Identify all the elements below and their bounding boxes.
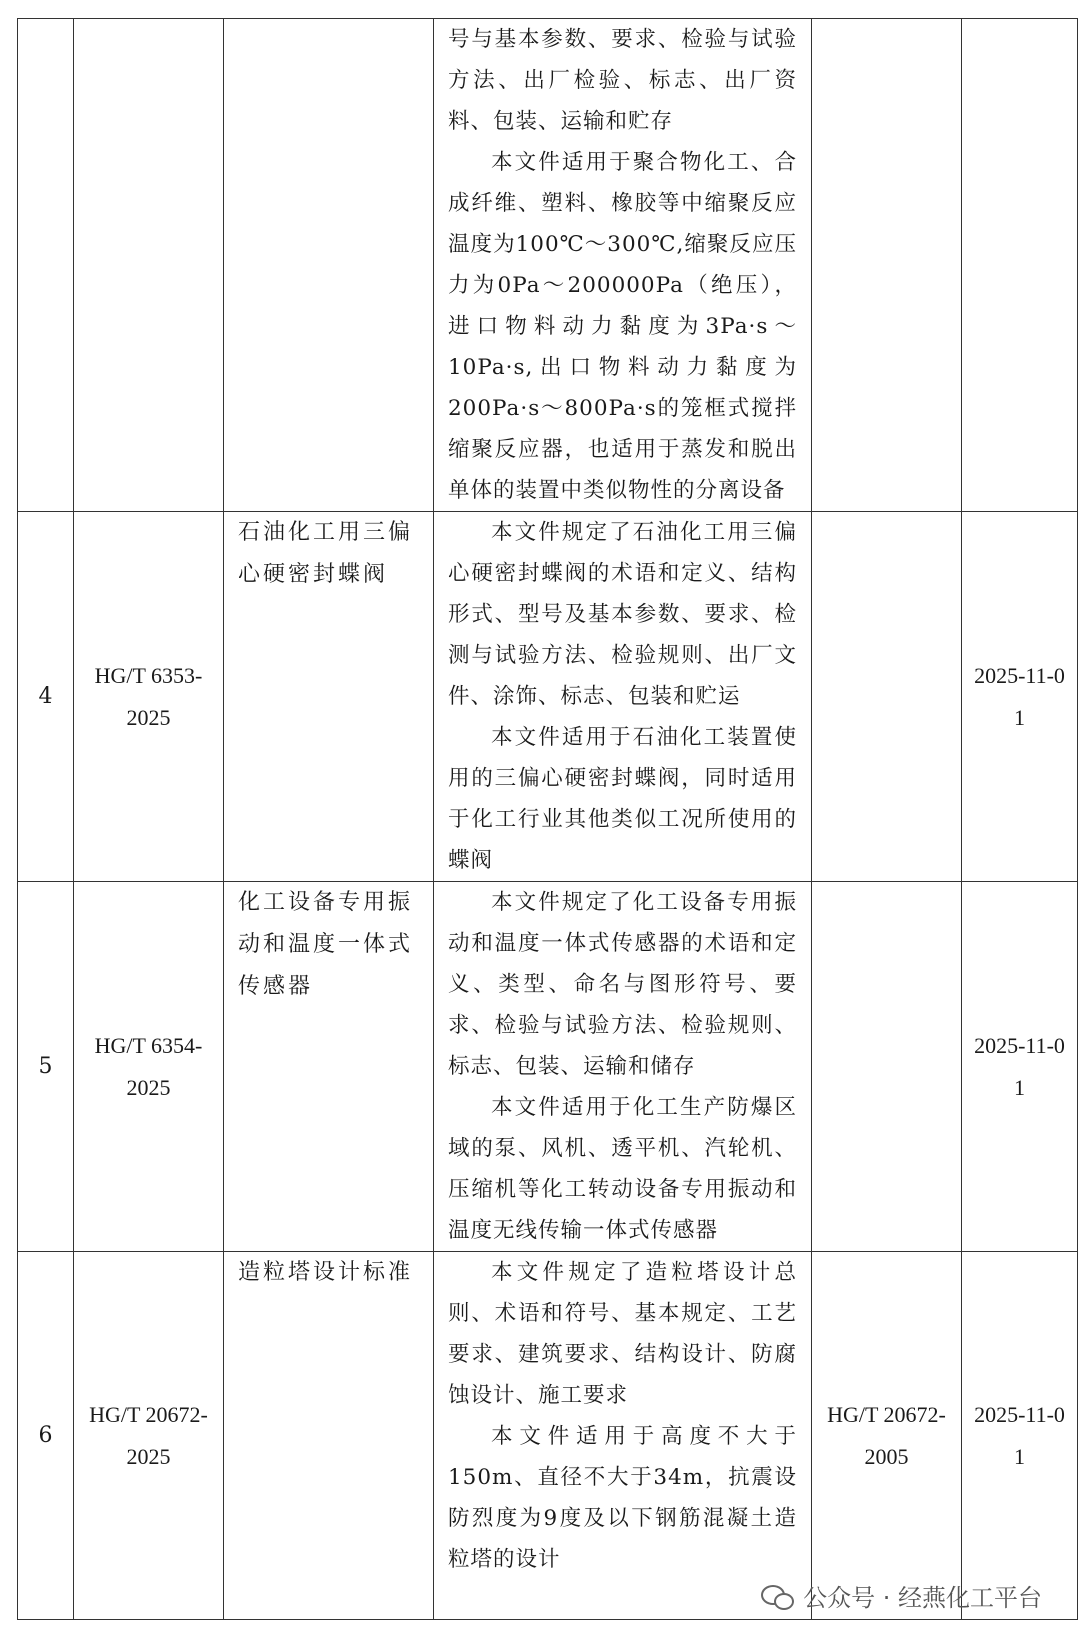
scope-paragraph: 号与基本参数、要求、检验与试验方法、出厂检验、标志、出厂资料、包装、运输和贮存 [448,27,797,134]
replaced-standard: HG/T 20672-2005 [812,1252,962,1620]
replaced-standard [812,882,962,1252]
row-number: 6 [18,1252,74,1620]
standard-code: HG/T 20672-2025 [74,1252,224,1620]
watermark [761,1578,1042,1613]
standard-scope [434,1252,812,1620]
table-row [18,882,1078,1252]
standard-name: 石油化工用三偏心硬密封蝶阀 [224,512,434,882]
table-row [18,1252,1078,1620]
replaced-standard [812,19,962,512]
standard-code: HG/T 6353-2025 [74,512,224,882]
standard-name: 化工设备专用振动和温度一体式传感器 [224,882,434,1252]
wechat-icon [761,1583,795,1609]
implementation-date: 2025-11-01 [962,882,1078,1252]
standard-scope [434,882,812,1252]
standards-table [17,18,1078,1620]
scope-paragraph: 本文件规定了化工设备专用振动和温度一体式传感器的术语和定义、类型、命名与图形符号、要求、检验与试验方法、检验规则、标志、包装、运输和储存 [448,890,797,1079]
implementation-date: 2025-11-01 [962,1252,1078,1620]
row-number: 5 [18,882,74,1252]
scope-paragraph: 本文件规定了造粒塔设计总则、术语和符号、基本规定、工艺要求、建筑要求、结构设计、防腐蚀设计、施工要求 [448,1260,797,1408]
standard-scope [434,19,812,512]
watermark-text: 公众号 · 经燕化工平台 [803,1584,1042,1612]
standard-name [224,19,434,512]
scope-paragraph: 本文件规定了石油化工用三偏心硬密封蝶阀的术语和定义、结构形式、型号及基本参数、要求、检测与试验方法、检验规则、出厂文件、涂饰、标志、包装和贮运 [448,520,797,709]
scope-paragraph: 本文件适用于高度不大于150m、直径不大于34m，抗震设防烈度为9度及以下钢筋混凝土造粒塔的设计 [448,1424,797,1572]
implementation-date [962,19,1078,512]
row-number [18,19,74,512]
implementation-date: 2025-11-01 [962,512,1078,882]
table-row [18,512,1078,882]
standard-scope [434,512,812,882]
scope-paragraph: 本文件适用于聚合物化工、合成纤维、塑料、橡胶等中缩聚反应温度为100℃～300℃,缩聚反应压力为0Pa～200000Pa（绝压），进口物料动力黏度为3Pa·s～10Pa·s,出口物料动力黏度为200Pa·s～800Pa·s的笼框式搅拌缩聚反应器，也适用于蒸发和脱出单体的装置中类似物性的分离设备 [448,150,797,503]
replaced-standard [812,512,962,882]
standard-code [74,19,224,512]
scope-paragraph: 本文件适用于化工生产防爆区域的泵、风机、透平机、汽轮机、压缩机等化工转动设备专用振动和温度无线传输一体式传感器 [448,1095,797,1243]
standard-code: HG/T 6354-2025 [74,882,224,1252]
standard-name: 造粒塔设计标准 [224,1252,434,1620]
scope-paragraph: 本文件适用于石油化工装置使用的三偏心硬密封蝶阀，同时适用于化工行业其他类似工况所使用的蝶阀 [448,725,797,873]
row-number: 4 [18,512,74,882]
table-row [18,19,1078,512]
